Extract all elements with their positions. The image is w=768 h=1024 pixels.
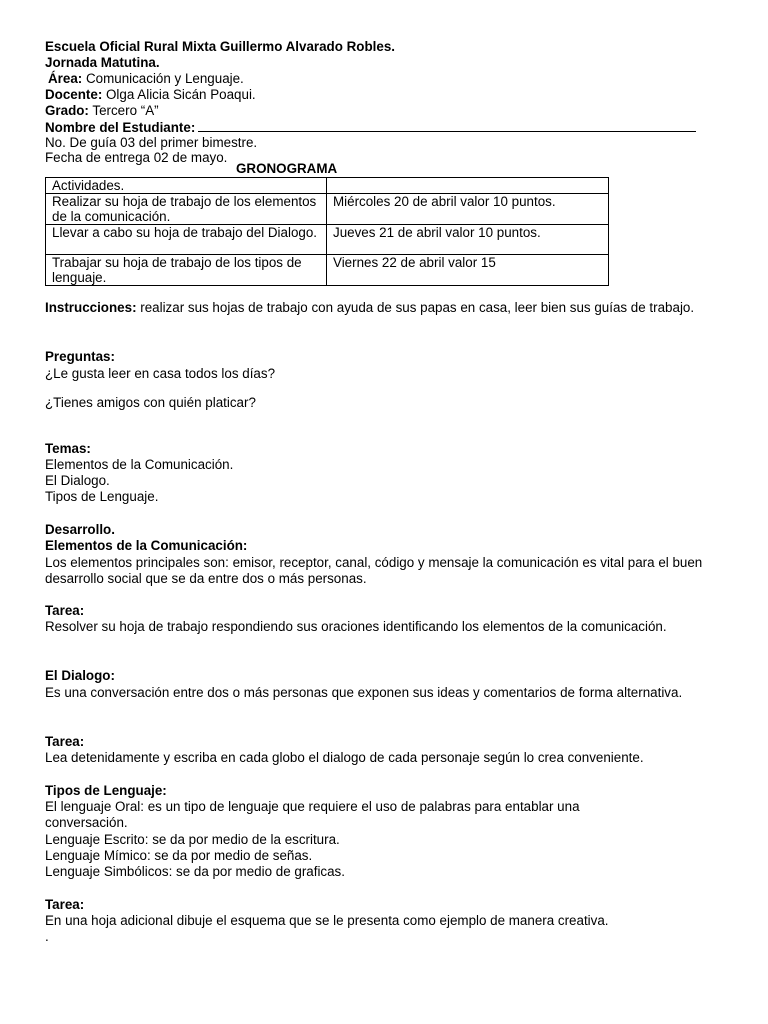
elements-heading: Elementos de la Comunicación: xyxy=(45,538,248,553)
table-header-row xyxy=(46,178,609,194)
topic-item: Tipos de Lenguaje. xyxy=(45,489,159,504)
instructions-label: Instrucciones: xyxy=(45,300,137,315)
student-name-blank xyxy=(198,119,696,132)
table-header-empty xyxy=(327,178,609,194)
due-date: Fecha de entrega 02 de mayo. xyxy=(45,150,228,165)
language-symbolic: Lenguaje Simbólicos: se da por medio de graficas. xyxy=(45,864,345,879)
instructions xyxy=(45,300,725,316)
task-3-text: En una hoja adicional dibuje el esquema que se le presenta como ejemplo de manera creativa. xyxy=(45,913,609,928)
question-2: ¿Tienes amigos con quién platicar? xyxy=(45,395,256,410)
area-value: Comunicación y Lenguaje. xyxy=(82,71,244,86)
table-row xyxy=(46,194,609,225)
dialog-text: Es una conversación entre dos o más personas que exponen sus ideas y comentarios de forma alternativa. xyxy=(45,685,683,700)
question-1: ¿Le gusta leer en casa todos los días? xyxy=(45,366,276,381)
activity-cell: Trabajar su hoja de trabajo de los tipos de lenguaje. xyxy=(46,255,327,286)
task-2-label: Tarea: xyxy=(45,734,85,749)
guide-number: No. De guía 03 del primer bimestre. xyxy=(45,135,258,150)
language-written: Lenguaje Escrito: se da por medio de la escritura. xyxy=(45,832,340,847)
task-1-text: Resolver su hoja de trabajo respondiendo sus oraciones identificando los elementos de la comunicación. xyxy=(45,619,667,634)
table-row xyxy=(46,225,609,255)
area-line xyxy=(48,71,244,87)
language-mimic: Lenguaje Mímico: se da por medio de señas. xyxy=(45,848,313,863)
elements-text: Los elementos principales son: emisor, receptor, canal, código y mensaje la comunicación es vital para el buen desarrollo social que se da entre dos o más personas. xyxy=(45,555,703,586)
development-label: Desarrollo. xyxy=(45,522,115,537)
student-label: Nombre del Estudiante: xyxy=(45,120,196,135)
activity-cell: Llevar a cabo su hoja de trabajo del Dialogo. xyxy=(46,225,327,255)
schedule-title: GRONOGRAMA xyxy=(236,161,338,176)
teacher-value: Olga Alicia Sicán Poaqui. xyxy=(102,87,256,102)
language-heading: Tipos de Lenguaje: xyxy=(45,783,167,798)
dialog-heading: El Dialogo: xyxy=(45,668,115,683)
trailing-dot: . xyxy=(45,929,49,944)
date-cell: Miércoles 20 de abril valor 10 puntos. xyxy=(327,194,609,225)
date-cell: Viernes 22 de abril valor 15 xyxy=(327,255,609,286)
schedule-table xyxy=(45,177,609,286)
task-3-label: Tarea: xyxy=(45,897,85,912)
task-2-text: Lea detenidamente y escriba en cada globo el dialogo de cada personaje según lo crea conveniente. xyxy=(45,750,644,765)
shift: Jornada Matutina. xyxy=(45,55,160,70)
grade-line xyxy=(45,103,159,119)
questions-label: Preguntas: xyxy=(45,349,115,364)
teacher-label: Docente: xyxy=(45,87,103,102)
student-line xyxy=(45,119,696,136)
table-header-activities: Actividades. xyxy=(46,178,327,194)
date-cell: Jueves 21 de abril valor 10 puntos. xyxy=(327,225,609,255)
topic-item: El Dialogo. xyxy=(45,473,110,488)
teacher-line xyxy=(45,87,256,103)
table-row xyxy=(46,255,609,286)
grade-value: Tercero “A” xyxy=(88,103,159,118)
language-oral: El lenguaje Oral: es un tipo de lenguaje que requiere el uso de palabras para entablar una conversación. xyxy=(45,799,580,830)
activity-cell: Realizar su hoja de trabajo de los elementos de la comunicación. xyxy=(46,194,327,225)
task-1-label: Tarea: xyxy=(45,603,85,618)
area-label: Área: xyxy=(48,71,83,86)
grade-label: Grado: xyxy=(45,103,89,118)
topics-label: Temas: xyxy=(45,441,91,456)
school-name: Escuela Oficial Rural Mixta Guillermo Alvarado Robles. xyxy=(45,39,396,54)
topic-item: Elementos de la Comunicación. xyxy=(45,457,234,472)
instructions-text: realizar sus hojas de trabajo con ayuda de sus papas en casa, leer bien sus guías de trabajo. xyxy=(136,300,695,315)
